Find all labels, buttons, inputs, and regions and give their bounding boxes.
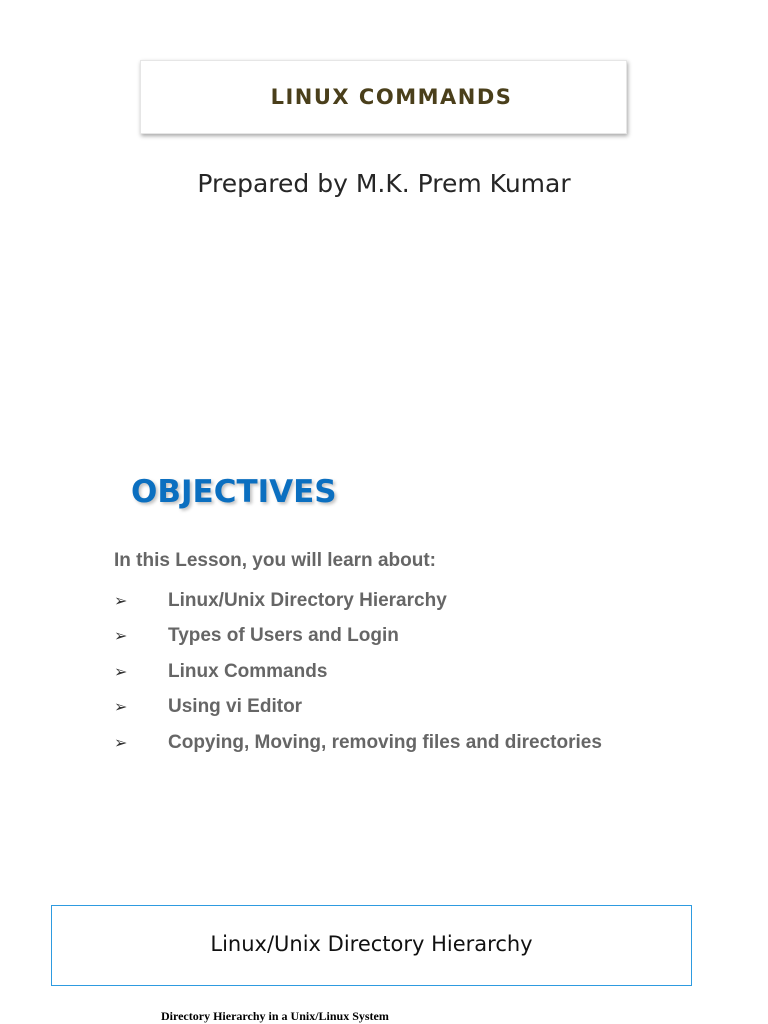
- arrowhead-bullet-icon: ➢: [114, 697, 128, 717]
- list-item: [114, 654, 602, 690]
- document-title: LINUX COMMANDS: [270, 85, 513, 109]
- list-item: [114, 619, 602, 655]
- list-item: [114, 583, 602, 619]
- arrowhead-bullet-icon: ➢: [114, 626, 128, 646]
- figure-caption: Directory Hierarchy in a Unix/Linux System: [161, 1009, 389, 1023]
- list-item-text: Linux/Unix Directory Hierarchy: [168, 589, 447, 611]
- objectives-list: [114, 583, 602, 761]
- section-title-box: [51, 905, 692, 986]
- objectives-heading: OBJECTIVES: [131, 474, 337, 510]
- lesson-intro: In this Lesson, you will learn about:: [114, 550, 436, 571]
- arrowhead-bullet-icon: ➢: [114, 590, 128, 610]
- list-item: [114, 690, 602, 726]
- list-item-text: Copying, Moving, removing files and directories: [168, 731, 602, 753]
- arrowhead-bullet-icon: ➢: [114, 732, 128, 752]
- arrowhead-bullet-icon: ➢: [114, 661, 128, 681]
- title-box: [140, 60, 627, 134]
- section-title: Linux/Unix Directory Hierarchy: [210, 932, 533, 956]
- list-item: [114, 725, 602, 761]
- list-item-text: Linux Commands: [168, 660, 328, 682]
- list-item-text: Types of Users and Login: [168, 625, 399, 647]
- author-line: Prepared by M.K. Prem Kumar: [197, 169, 571, 198]
- list-item-text: Using vi Editor: [168, 696, 303, 718]
